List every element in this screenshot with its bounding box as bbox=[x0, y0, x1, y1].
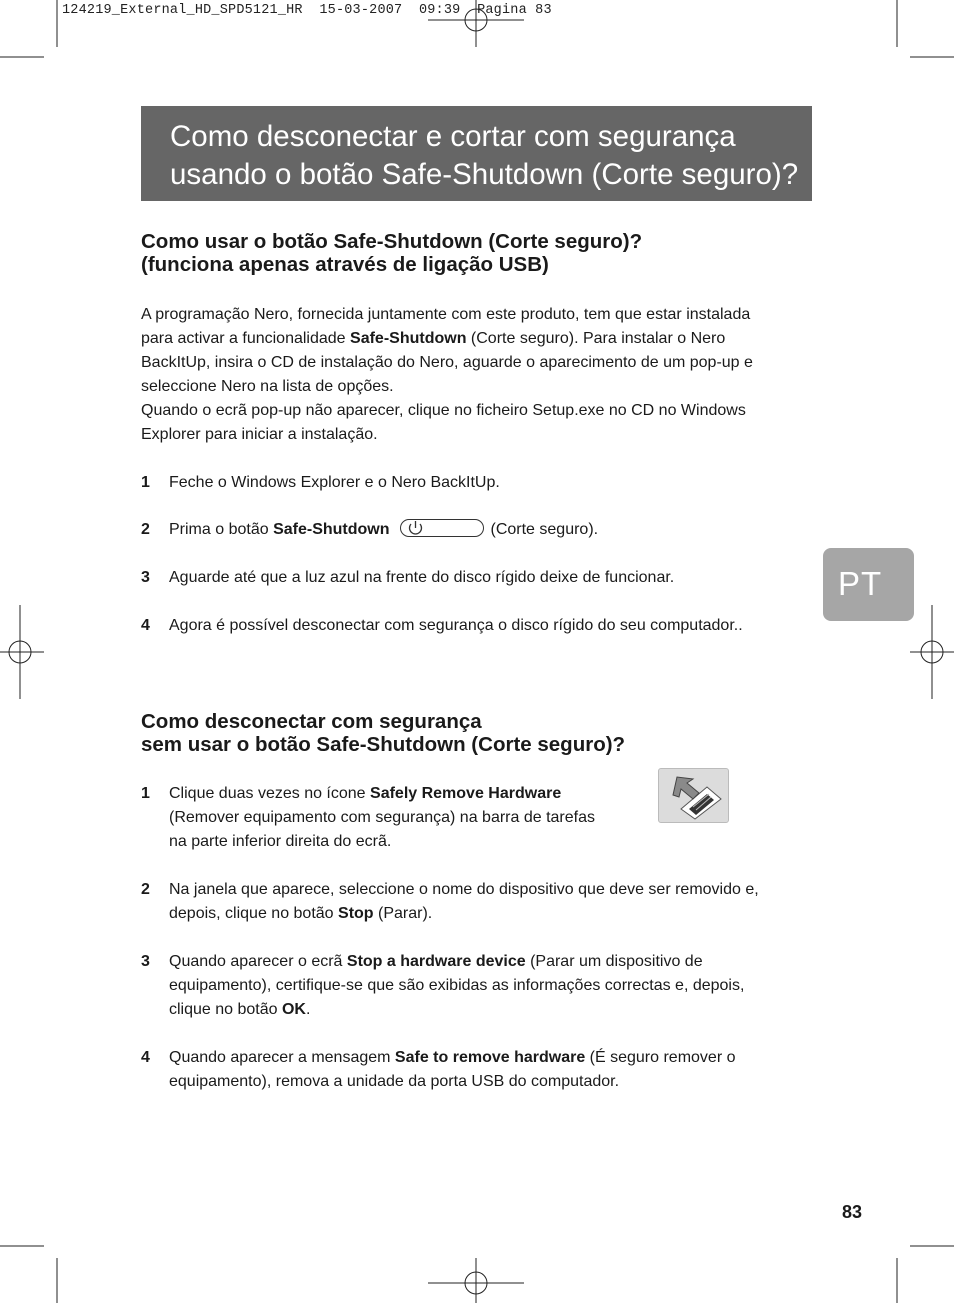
step-text: Aguarde até que a luz azul na frente do disco rígido deixe de funcionar. bbox=[169, 569, 675, 586]
step-number: 1 bbox=[141, 474, 150, 491]
intro-line: Quando o ecrã pop-up não aparecer, clique no ficheiro Setup.exe no CD no Windows bbox=[141, 402, 746, 419]
step-line: (Remover equipamento com segurança) na barra de tarefas bbox=[169, 809, 595, 826]
step-line bbox=[169, 950, 744, 974]
step-text-part: clique no botão bbox=[169, 1001, 282, 1018]
step-text-part: depois, clique no botão bbox=[169, 905, 339, 922]
intro-line: Explorer para iniciar a instalação. bbox=[141, 426, 378, 443]
step-number: 4 bbox=[141, 1049, 150, 1066]
page-title-banner bbox=[141, 106, 812, 201]
section1-heading bbox=[141, 230, 642, 276]
step-bold: Stop a hardware device bbox=[346, 953, 526, 970]
step-text-part: (Parar um dispositivo de bbox=[525, 953, 703, 970]
page-number: 83 bbox=[842, 1202, 863, 1222]
section2-heading-line-1: Como desconectar com segurança bbox=[141, 710, 482, 733]
intro-text: para activar a funcionalidade bbox=[141, 330, 351, 347]
step-text-part: Prima o botão bbox=[169, 521, 274, 538]
step-number: 4 bbox=[141, 617, 150, 634]
intro-line bbox=[141, 327, 813, 351]
step-text bbox=[169, 878, 759, 926]
section1-heading-line-2: (funciona apenas através de ligação USB) bbox=[141, 253, 549, 276]
section2-heading bbox=[141, 710, 625, 756]
step-bold: Safe-Shutdown bbox=[273, 521, 390, 538]
step-line: Na janela que aparece, seleccione o nome do dispositivo que deve ser removido e, bbox=[169, 881, 759, 898]
step-text-part: (Corte seguro). bbox=[490, 521, 599, 538]
step-number: 2 bbox=[141, 881, 150, 898]
step-text: Feche o Windows Explorer e o Nero BackItUp. bbox=[169, 474, 500, 491]
step-text-part: (Parar). bbox=[373, 905, 433, 922]
step-line bbox=[169, 782, 595, 806]
step-number: 2 bbox=[141, 521, 150, 538]
step-text bbox=[169, 518, 598, 542]
step-bold: Stop bbox=[338, 905, 374, 922]
language-tab: PT bbox=[823, 548, 914, 621]
safe-shutdown-button-graphic bbox=[400, 519, 484, 537]
step-line bbox=[169, 902, 759, 926]
intro-bold: Safe-Shutdown bbox=[350, 330, 467, 347]
print-slug: 124219_External_HD_SPD5121_HR 15-03-2007 09:39 Pagina 83 bbox=[62, 3, 552, 18]
intro-line: A programação Nero, fornecida juntamente com este produto, tem que estar instalada bbox=[141, 306, 751, 323]
step-text-part: (É seguro remover o bbox=[585, 1049, 736, 1066]
step-number: 3 bbox=[141, 569, 150, 586]
step-line: equipamento), remova a unidade da porta USB do computador. bbox=[169, 1073, 620, 1090]
step-bold: Safe to remove hardware bbox=[394, 1049, 586, 1066]
step-line bbox=[169, 1046, 736, 1070]
page-title-line-1: Como desconectar e cortar com segurança bbox=[170, 120, 736, 153]
step-text bbox=[169, 950, 744, 1022]
step-bold: Safely Remove Hardware bbox=[370, 785, 562, 802]
step-bold: OK bbox=[281, 1001, 306, 1018]
step-text bbox=[169, 1046, 736, 1094]
step-line: equipamento), certifique-se que são exibidas as informações correctas e, depois, bbox=[169, 977, 745, 994]
step-text: Agora é possível desconectar com segurança o disco rígido do seu computador.. bbox=[169, 617, 743, 634]
page-title-line-2: usando o botão Safe-Shutdown (Corte seguro)? bbox=[170, 158, 799, 191]
step-text-part: Clique duas vezes no ícone bbox=[169, 785, 371, 802]
hardware-graphic bbox=[659, 769, 728, 822]
intro-text: (Corte seguro). Para instalar o Nero bbox=[466, 330, 726, 347]
safely-remove-hardware-icon bbox=[658, 768, 729, 823]
section1-heading-line-1: Como usar o botão Safe-Shutdown (Corte seguro)? bbox=[141, 230, 643, 253]
section1-intro bbox=[141, 303, 813, 447]
step-text bbox=[169, 782, 595, 854]
step-text-part: Quando aparecer o ecrã bbox=[169, 953, 347, 970]
intro-line: BackItUp, insira o CD de instalação do Nero, aguarde o aparecimento de um pop-up e bbox=[141, 354, 753, 371]
step-line: na parte inferior direita do ecrã. bbox=[169, 833, 392, 850]
step-text-part: . bbox=[305, 1001, 311, 1018]
step-line bbox=[169, 998, 744, 1022]
section2-heading-line-2: sem usar o botão Safe-Shutdown (Corte seguro)? bbox=[141, 733, 626, 756]
intro-line: seleccione Nero na lista de opções. bbox=[141, 378, 394, 395]
step-number: 3 bbox=[141, 953, 150, 970]
step-text-part: Quando aparecer a mensagem bbox=[169, 1049, 395, 1066]
power-icon bbox=[406, 520, 428, 536]
step-number: 1 bbox=[141, 785, 150, 802]
